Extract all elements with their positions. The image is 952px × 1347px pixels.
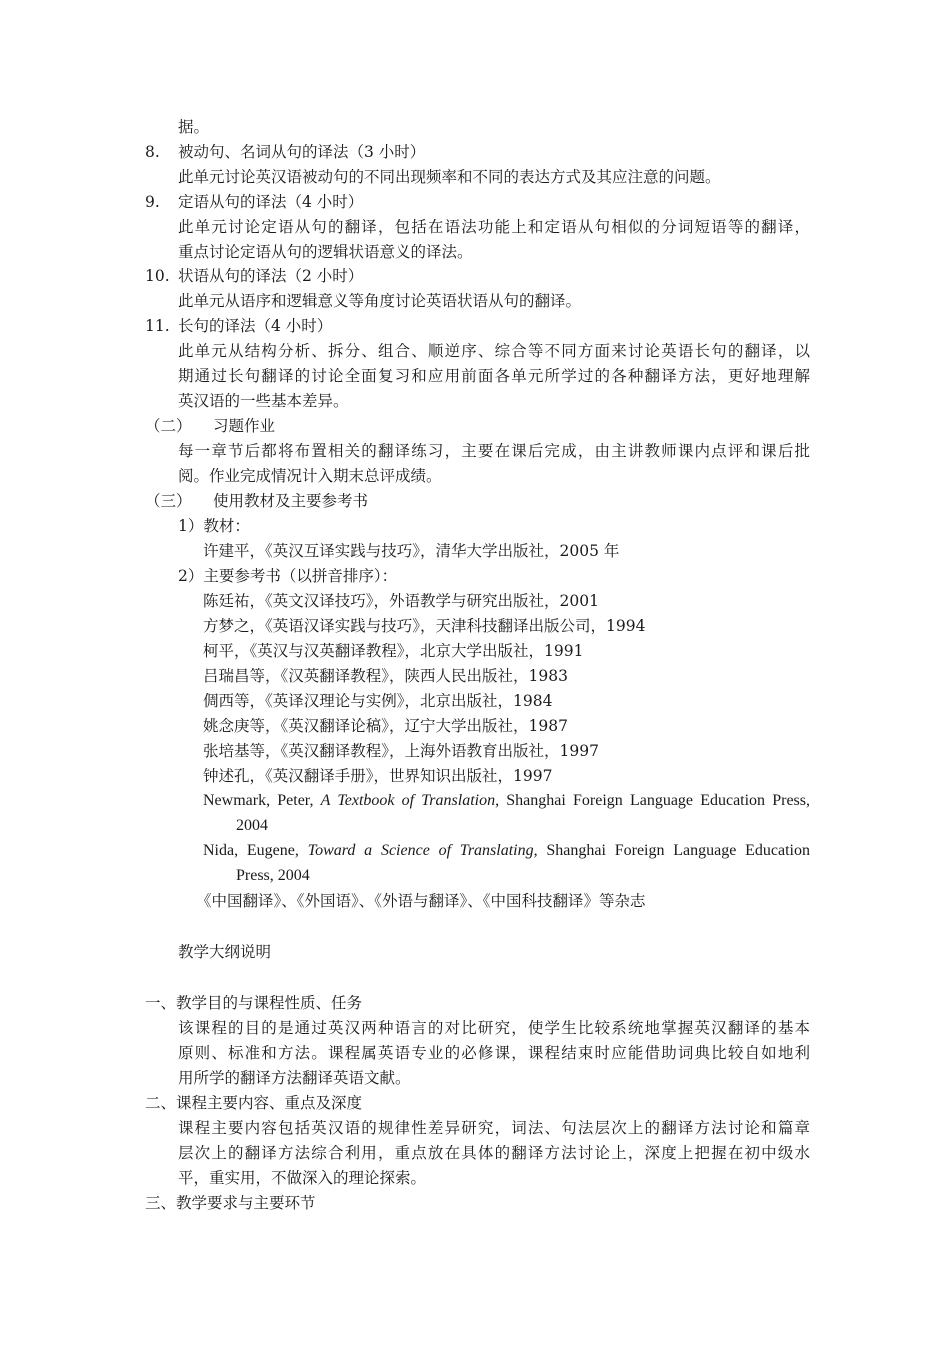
reference-title: Toward a Science of Translating — [307, 842, 534, 859]
textbook-label: 1）教材： — [178, 517, 250, 535]
reference-nida — [203, 840, 810, 862]
unit-10-title: 状语从句的译法（2 小时） — [178, 267, 364, 285]
unit-11-description-line-2: 期通过长句翻译的讨论全面复习和应用前面各单元所学过的各种翻译方法，更好地理解 — [178, 367, 810, 385]
section-1-line-3: 用所学的翻译方法翻译英语文献。 — [178, 1069, 411, 1087]
unit-9-description-line-1: 此单元讨论定语从句的翻译，包括在语法功能上和定语从句相似的分词短语等的翻译， — [178, 218, 810, 236]
reference-newmark — [203, 790, 810, 812]
paragraph-continuation: 据。 — [178, 118, 210, 136]
section-2-line-3: 平，重实用，不做深入的理论探索。 — [178, 1169, 427, 1187]
reference-nida-continuation: Press, 2004 — [236, 867, 310, 884]
unit-9-title: 定语从句的译法（4 小时） — [178, 193, 364, 211]
item-number-9: 9. — [145, 193, 160, 211]
part-2-number: （二） — [145, 417, 192, 435]
section-1-line-1: 该课程的目的是通过英汉两种语言的对比研究，使学生比较系统地掌握英汉翻译的基本 — [178, 1019, 810, 1037]
textbook-entry: 许建平，《英汉互译实践与技巧》，清华大学出版社，2005 年 — [203, 542, 620, 560]
unit-8-title: 被动句、名词从句的译法（3 小时） — [178, 143, 426, 161]
journals-entry: 《中国翻译》、《外国语》、《外语与翻译》、《中国科技翻译》等杂志 — [196, 892, 646, 910]
item-number-10: 10. — [145, 267, 170, 285]
section-1-heading: 一、教学目的与课程性质、任务 — [145, 994, 363, 1012]
reference-entry: 张培基等，《英汉翻译教程》，上海外语教育出版社，1997 — [203, 742, 599, 760]
reference-entry: 陈廷祐，《英文汉译技巧》，外语教学与研究出版社，2001 — [203, 592, 599, 610]
reference-entry: 姚念庚等，《英汉翻译论稿》，辽宁大学出版社，1987 — [203, 717, 568, 735]
section-3-heading: 三、教学要求与主要环节 — [145, 1194, 316, 1212]
item-number-11: 11. — [145, 317, 170, 335]
reference-entry: 方梦之，《英语汉译实践与技巧》，天津科技翻译出版公司，1994 — [203, 617, 646, 635]
unit-11-description-line-1: 此单元从结构分析、拆分、组合、顺逆序、综合等不同方面来讨论英语长句的翻译，以 — [178, 342, 810, 360]
item-number-8: 8. — [145, 143, 160, 161]
reference-author: Newmark, Peter, — [203, 792, 321, 809]
reference-entry: 钟述孔，《英汉翻译手册》，世界知识出版社，1997 — [203, 767, 553, 785]
section-1-line-2: 原则、标准和方法。课程属英语专业的必修课，课程结束时应能借助词典比较自如地利 — [178, 1044, 810, 1062]
unit-11-title: 长句的译法（4 小时） — [178, 317, 333, 335]
unit-8-description: 此单元讨论英汉语被动句的不同出现频率和不同的表达方式及其应注意的问题。 — [178, 168, 721, 186]
references-label: 2）主要参考书（以拼音排序）： — [178, 567, 398, 585]
outline-heading: 教学大纲说明 — [178, 943, 272, 961]
reference-entry: 柯平，《英汉与汉英翻译教程》，北京大学出版社，1991 — [203, 642, 584, 660]
section-2-heading: 二、课程主要内容、重点及深度 — [145, 1094, 363, 1112]
reference-newmark-year: 2004 — [236, 817, 268, 834]
reference-author: Nida, Eugene, — [203, 842, 308, 859]
part-2-description-line-2: 阅。作业完成情况计入期末总评成绩。 — [178, 467, 442, 485]
reference-entry: 吕瑞昌等，《汉英翻译教程》，陕西人民出版社，1983 — [203, 667, 568, 685]
unit-11-description-line-3: 英汉语的一些基本差异。 — [178, 392, 349, 410]
section-2-line-1: 课程主要内容包括英汉语的规律性差异研究，词法、句法层次上的翻译方法讨论和篇章 — [178, 1119, 810, 1137]
reference-title: A Textbook of Translation — [320, 792, 496, 809]
reference-entry: 倜西等，《英译汉理论与实例》，北京出版社，1984 — [203, 692, 553, 710]
unit-9-description-line-2: 重点讨论定语从句的逻辑状语意义的译法。 — [178, 243, 473, 261]
section-2-line-2: 层次上的翻译方法综合利用，重点放在具体的翻译方法讨论上，深度上把握在初中级水 — [178, 1144, 810, 1162]
part-2-description-line-1: 每一章节后都将布置相关的翻译练习，主要在课后完成，由主讲教师课内点评和课后批 — [178, 442, 810, 460]
unit-10-description: 此单元从语序和逻辑意义等角度讨论英语状语从句的翻译。 — [178, 292, 582, 310]
part-3-title: 使用教材及主要参考书 — [213, 492, 369, 510]
part-2-title: 习题作业 — [213, 417, 276, 435]
part-3-number: （三） — [145, 492, 192, 510]
reference-publisher: , Shanghai Foreign Language Education Press, — [495, 792, 811, 809]
reference-publisher: , Shanghai Foreign Language Education — [533, 842, 810, 859]
